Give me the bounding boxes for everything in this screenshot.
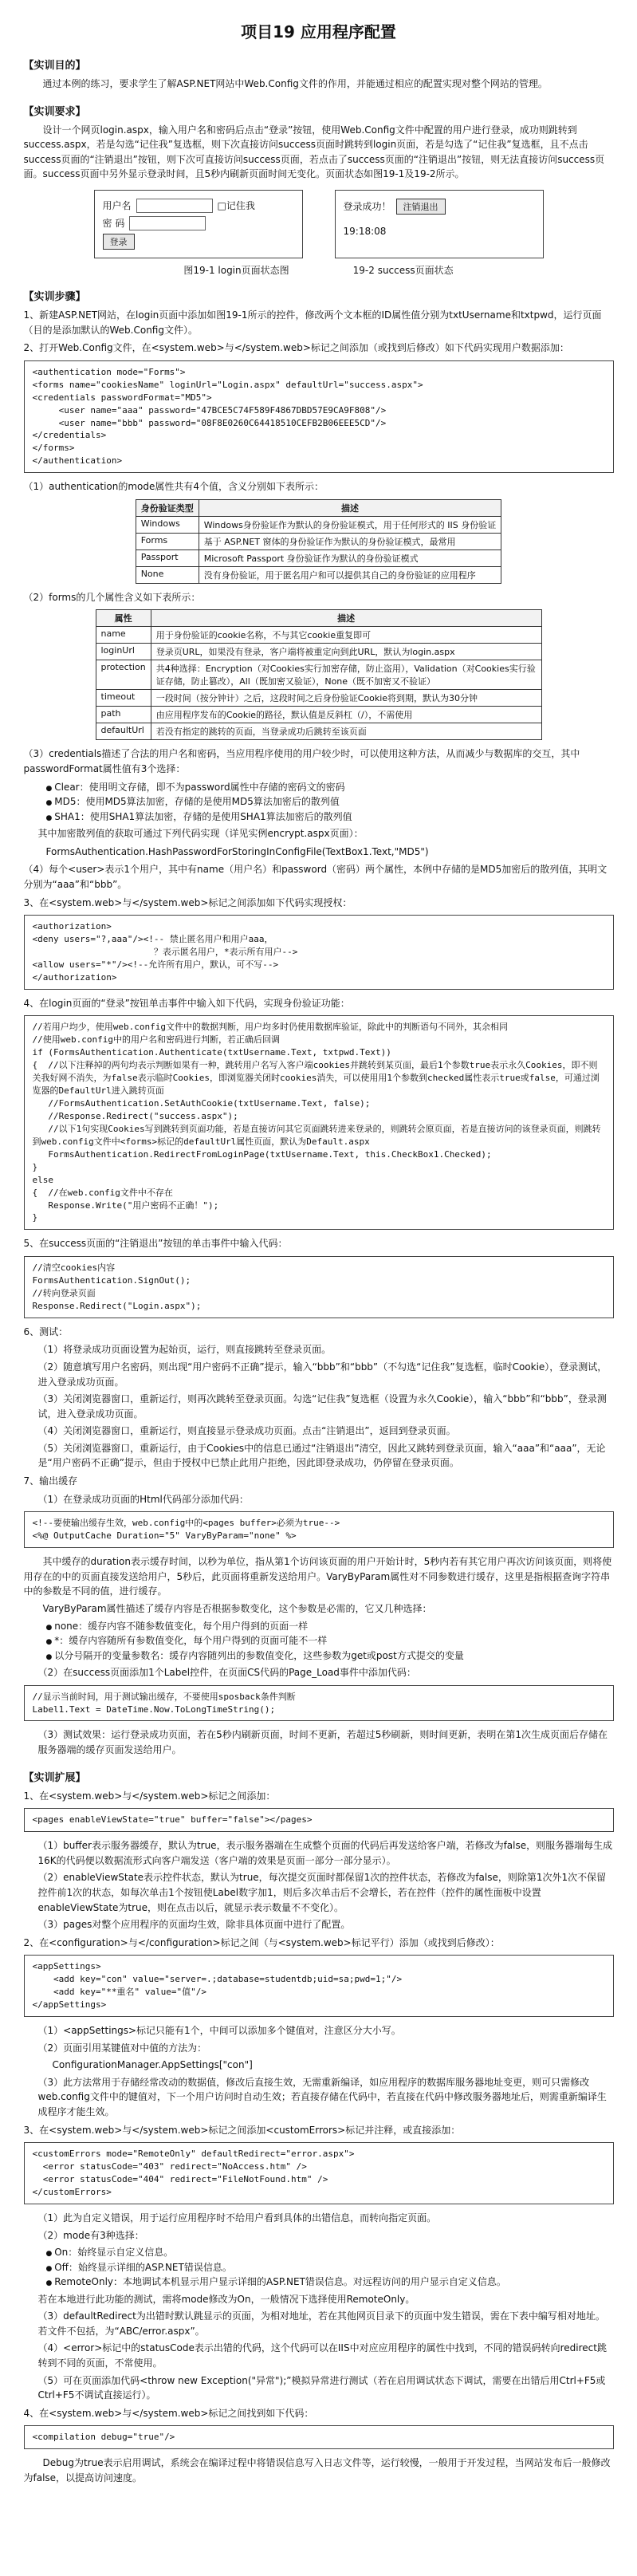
table-header: 描述 <box>199 499 501 516</box>
table-cell: defaultUrl <box>96 723 151 740</box>
ext-3-item: （1）此为自定义错误，用于运行应用程序时不给用户看到具体的出错信息，而转向指定页面。 <box>37 2212 437 2223</box>
mode-options-list <box>46 2245 614 2290</box>
step-1: 1、新建ASP.NET网站，在login页面中添加如图19-1所示的控件，修改两个文本框的ID属性值分别为txtUsername和txtpwd，运行页面（目的是添加默认的Web.Config文件）。 <box>23 309 602 336</box>
note-credentials: （3）credentials描述了合法的用户名和密码，当应用程序使用的用户较少时，可以使用这种方法，从而减少与数据库的交互，其中passwordFormat属性值有3个选择： <box>23 748 580 775</box>
ext-2-item: （3）此方法常用于存储经常改动的数据值，修改后直接生效，无需重新编译，如应用程序的数据库服务器地址变更，则可只需修改web.config文件中的键值对，下一个用户访问时自动生效；若直接存储在代码中，若直接在代码中修改服务器地址后，则需重新编译生成程序才能生效。 <box>37 2076 607 2118</box>
code-compilation: <compilation debug="true"/> <box>24 2425 614 2449</box>
note-varybyparam: VaryByParam属性描述了缓存内容是否根据参数变化，这个参数是必需的，它又几种选择： <box>42 1602 432 1614</box>
code-login-handler: //若用户均少，使用web.config文件中的数据判断，用户均多时仍使用数据库验证，除此中的判断语句不同外，其余相同 //使用web.config中的用户名和密码进行判断，若正确后回调 if (FormsAuthentication.Authenticate(txtUsername.Text, txtpwd.Text)) { //以下注释掉的两句均表示判断如果有一种，跳转用户名写入客户端cookies并跳转到某页面，最后1个参数true表示永久Cookies，即不则关我好网不消失，为false表示临时Cookies，即浏览器关闭时cookies消失，可以使用用1个参数到checked属性表示true或false，可通过浏览器的DefaultUrl进入跳转页面 //FormsAuthentication.SetAuthCookie(txtUsername.Text, false); //Response.Redirect("success.aspx"); //以下1句实现Cookies写到跳转到页面功能，若是直接访问其它页面跳转进来登录的，则跳转会原页面，若是直接访问的该登录页面，则跳转到web.config文件中<forms>标记的defaultUrl属性页面，默认为Default.aspx FormsAuthentication.RedirectFromLoginPage(txtUsername.Text, this.CheckBox1.Checked); } else { //在web.config文件中不存在 Response.Write("用户密码不正确！"); } <box>24 1015 614 1230</box>
test-item: （1）将登录成功页面设置为起始页，运行，则直接跳转至登录页面。 <box>37 1344 332 1356</box>
note-forms-attrs: （2）forms的几个属性含义如下表所示： <box>23 591 201 603</box>
table-cell: 共4种选择：Encryption（对Cookies实行加密存储，防止盗用），Validation（对Cookies实行验证存储，防止篡改），All（既加密又验证），None（既不加密又不验证） <box>151 660 541 690</box>
ext-2-item: （2）页面引用某键值对中值的方法为： <box>37 2042 207 2054</box>
login-figure <box>94 190 303 258</box>
note-cache-3: （3）测试效果：运行登录成功页面，若在5秒内刷新页面，时间不更新，若超过5秒刷新，则时间更新，表明在第1次生成页面后存储在服务器端的缓存页面发送给用户。 <box>37 1729 608 1756</box>
step-2: 2、打开Web.Config文件，在<system.web>与</system.web>标记之间添加（或找到后修改）如下代码实现用户数据添加： <box>23 342 569 354</box>
list-item: ● Clear：使用明文存储，即不为password属性中存储的密码文的密码 <box>46 780 614 795</box>
figure-row <box>24 190 614 258</box>
test-item: （3）关闭浏览器窗口，重新运行，则再次跳转至登录页面。勾选“记住我”复选框（设置为永久Cookie），输入“bbb”和“bbb”，登录测试，进入登录成功页面。 <box>37 1393 607 1420</box>
table-cell: Passport <box>136 549 199 566</box>
list-item: ● 以分号隔开的变量参数名：缓存内容随列出的参数值变化，这些参数为get或post方式提交的变量 <box>46 1648 614 1664</box>
test-item: （2）随意填写用户名密码，则出现“用户密码不正确”提示，输入“bbb”和“bbb”（不勾选“记住我”复选框，临时Cookie），登录测试，进入登录成功页面。 <box>37 1361 608 1388</box>
section-steps-heading: 【实训步骤】 <box>23 290 86 303</box>
table-header: 属性 <box>96 610 151 627</box>
list-item: ● none：缓存内容不随参数值变化，每个用户得到的页面一样 <box>46 1619 614 1634</box>
section-requirements-text: 设计一个网页login.aspx，输入用户名和密码后点击“登录”按钮，使用Web.Config文件中配置的用户进行登录，成功则跳转到success.aspx，若是勾选“记住我”复选框，则下次直接访问success页面时跳转到login页面，若是勾选了“记住我”复选框，且不点击success页面的“注销退出”按钮，则下次可直接访问success页面，若点击了success页面的“注销退出”按钮，则无法直接访问success页面。success页面中另外显示登录时间，且5秒内刷新页面时间无变化。页面状态如图19-1及19-2所示。 <box>23 124 605 180</box>
table-cell: 由应用程序发布的Cookie的路径，默认值是反斜杠（/），不需使用 <box>151 707 541 723</box>
code-customerrors: <customErrors mode="RemoteOnly" defaultRedirect="error.aspx"> <error statusCode="403" redirect="NoAccess.htm" /> <error statusCode="404" redirect="FileNotFound.htm" /> </customErrors> <box>24 2142 614 2204</box>
list-item: ● MD5：使用MD5算法加密，存储的是使用MD5算法加密后的散列值 <box>46 794 614 809</box>
table-cell: loginUrl <box>96 644 151 660</box>
ext-2-item: （1）<appSettings>标记只能有1个，中间可以添加多个键值对，注意区分大小写。 <box>37 2025 401 2037</box>
figure-caption-1: 图19-1 login页面状态图 <box>183 264 289 276</box>
section-requirements-heading: 【实训要求】 <box>23 105 86 118</box>
table-cell: 用于身份验证的cookie名称，不与其它cookie重复即可 <box>151 627 541 644</box>
ext-1: 1、在<system.web>与</system.web>标记之间添加： <box>23 1790 276 1802</box>
username-label: 用户名 <box>102 200 132 212</box>
auth-mode-table <box>136 499 502 584</box>
ext-3-item: （3）defaultRedirect为出错时默认跳显示的页面，为相对地址，若在其他网页目录下的页面中发生错误，需在下表中编写相对地址。若文件不包括，为“ABC/error.aspx”。 <box>37 2310 605 2337</box>
document-page <box>16 0 622 2496</box>
step-7: 7、输出缓存 <box>23 1475 78 1487</box>
login-time: 19:18:08 <box>343 225 387 237</box>
table-cell: 基于 ASP.NET 窗体的身份验证作为默认的身份验证模式，最常用 <box>199 533 501 549</box>
table-cell: None <box>136 566 199 583</box>
list-item: ● SHA1：使用SHA1算法加密，存储的是使用SHA1算法加密后的散列值 <box>46 809 614 825</box>
success-figure <box>335 190 544 258</box>
credentials-list <box>46 780 614 825</box>
ext-1-item: （1）buffer表示服务器缓存，默认为true，表示服务器端在生成整个页面的代码后再发送给客户端，若修改为false，则服务器端每生成16K的代码便以数据流形式向客户端发送（客户端的效果是页面一部分一部分显示）。 <box>37 1840 613 1866</box>
list-item: ● On：始终显示自定义信息。 <box>46 2245 614 2260</box>
table-cell: Microsoft Passport 身份验证作为默认的身份验证模式 <box>199 549 501 566</box>
ext-3-item: （5）可在页面添加代码<throw new Exception("异常");”模拟异常进行测试（若在启用调试状态下调试，需要在出错后用Ctrl+F5或Ctrl+F5不调试直接运行）。 <box>37 2374 606 2401</box>
table-cell: name <box>96 627 151 644</box>
ext-2: 2、在<configuration>与</configuration>标记之间（与<system.web>标记平行）添加（或找到后修改）： <box>23 1936 500 1948</box>
table-cell: 没有身份验证，用于匿名用户和可以提供其自己的身份验证的应用程序 <box>199 566 501 583</box>
table-header: 身份验证类型 <box>136 499 199 516</box>
step-5: 5、在success页面的“注销退出”按钮的单击事件中输入代码： <box>23 1238 288 1250</box>
logout-button[interactable]: 注销退出 <box>396 199 446 215</box>
code-pages: <pages enableViewState="true" buffer="false"></pages> <box>24 1808 614 1832</box>
ext-3-item: 若在本地进行此功能的测试，需将mode修改为On，一般情况下选择使用RemoteOnly。 <box>37 2293 415 2305</box>
step-6: 6、测试： <box>23 1325 69 1337</box>
table-header: 描述 <box>151 610 541 627</box>
figure-captions <box>24 263 614 277</box>
login-button[interactable]: 登录 <box>103 234 135 250</box>
section-purpose-text: 通过本例的练习，要求学生了解ASP.NET网站中Web.Config文件的作用，并能通过相应的配置实现对整个网站的管理。 <box>42 78 548 89</box>
code-authorization: <authorization> <deny users="?,aaa"/><!-- 禁止匿名用户和用户aaa， ？表示匿名用户，*表示所有用户--> <allow users="*"/><!--允许所有用户，默认，可不写--> </authorization> <box>24 915 614 990</box>
table-cell: 一段时间（按分钟计）之后，这段时间之后身份验证Cookie将到期，默认为30分钟 <box>151 690 541 707</box>
ext-2-item: ConfigurationManager.AppSettings["con"] <box>52 2059 253 2071</box>
ext-4: 4、在<system.web>与</system.web>标记之间找到如下代码： <box>23 2407 314 2419</box>
table-cell: 登录页URL，如果没有登录，客户端将被重定向到此URL，默认为login.aspx <box>151 644 541 660</box>
code-logout-handler: //清空cookies内容 FormsAuthentication.SignOut(); //转向登录页面 Response.Redirect("Login.aspx"); <box>24 1256 614 1318</box>
section-purpose-heading: 【实训目的】 <box>23 60 86 72</box>
note-auth-mode: （1）authentication的mode属性共有4个值，含义分别如下表所示： <box>23 481 324 493</box>
step-4: 4、在login页面的“登录”按钮单击事件中输入如下代码，实现身份验证功能： <box>23 997 350 1009</box>
code-hash: FormsAuthentication.HashPasswordForStoringInConfigFile(TextBox1.Text,"MD5") <box>45 845 429 857</box>
ext-1-item: （2）enableViewState表示控件状态，默认为true，每次提交页面时都保留1次的控件状态，若修改为false，则除第1次外1次不保留控件前1次的状态，如每次单击1个按钮使Label数字加1，则后多次单击后不会增长，若在控件（控件的属性面板中设置enableViewState为true，则在点击以后，就显示表示数量不不变化）。 <box>37 1872 607 1913</box>
ext-3-item: （4）<error>标记中的statusCode表示出错的代码，这个代码可以在IIS中对应应用程序的属性中找到，不同的错误码转向redirect跳转到不同的页面，不常使用。 <box>37 2342 607 2369</box>
table-cell: Windows <box>136 516 199 533</box>
step-3: 3、在<system.web>与</system.web>标记之间添加如下代码实现授权： <box>23 896 352 908</box>
ext-3: 3、在<system.web>与</system.web>标记之间添加<customErrors>标记并注释，或直接添加： <box>23 2124 461 2136</box>
figure-caption-2: 19-2 success页面状态 <box>352 264 454 276</box>
table-cell: path <box>96 707 151 723</box>
ext-4-text: Debug为true表示启用调试，系统会在编译过程中将错误信息写入日志文件等，运行较慢，一般用于开发过程，当网站发布后一般修改为false，以提高访问速度。 <box>23 2457 611 2483</box>
code-output-cache: <!--要使输出缓存生效，web.config中的<pages buffer>必须为true--> <%@ OutputCache Duration="5" VaryByParam="none" %> <box>24 1511 614 1548</box>
table-cell: Forms <box>136 533 199 549</box>
note-cache-duration: 其中缓存的duration表示缓存时间，以秒为单位，指从第1个访问该页面的用户开始计时，5秒内若有其它用户再次访问该页面，则将使用存在的中的页面直接发送给用户，5秒后，此页面将重新发送给用户。VaryByParam属性对不同参数进行缓存，这里是指根据查询字符串中的参数是不同的值，进行缓存。 <box>23 1556 612 1597</box>
table-cell: protection <box>96 660 151 690</box>
section-extension-heading: 【实训扩展】 <box>23 1771 86 1784</box>
table-cell: Windows身份验证作为默认的身份验证模式，用于任何形式的 IIS 身份验证 <box>199 516 501 533</box>
table-cell: 若没有指定的跳转的页面，当登录成功后跳转至该页面 <box>151 723 541 740</box>
test-item: （4）关闭浏览器窗口，重新运行，则直接显示登录成功页面。点击“注销退出”，返回到登录页面。 <box>37 1425 456 1437</box>
cache-options-list <box>46 1619 614 1664</box>
remember-checkbox[interactable]: □记住我 <box>217 200 255 212</box>
username-input[interactable] <box>136 199 213 213</box>
code-appsettings: <appSettings> <add key="con" value="server=.;database=studentdb;uid=sa;pwd=1;"/> <add key="**重名" value="值"/> </appSettings> <box>24 1955 614 2017</box>
list-item: ● RemoteOnly：本地调试本机显示用户显示详细的ASP.NET错误信息。对远程访问的用户显示自定义信息。 <box>46 2275 614 2290</box>
success-label: 登录成功！ <box>343 201 391 213</box>
ext-3-item: （2）mode有3种选择： <box>37 2229 144 2241</box>
note-user: （4）每个<user>表示1个用户，其中有name（用户名）和password（密码）两个属性，本例中存储的是MD5加密后的散列值，其明文分别为“aaa”和“bbb”。 <box>23 864 608 890</box>
password-input[interactable] <box>129 216 206 230</box>
note-cache-1: （1）在登录成功页面的Html代码部分添加代码： <box>37 1493 249 1505</box>
note-cache-2: （2）在success页面添加1个Label控件，在页面CS代码的Page_Load事件中添加代码： <box>37 1667 416 1678</box>
password-label: 密 码 <box>102 218 125 230</box>
page-title: 项目19 应用程序配置 <box>241 22 396 41</box>
table-cell: timeout <box>96 690 151 707</box>
list-item: ● *：缓存内容随所有参数值变化，每个用户得到的页面可能不一样 <box>46 1633 614 1648</box>
code-authentication: <authentication mode="Forms"> <forms name="cookiesName" loginUrl="Login.aspx" defaultUrl="success.aspx"> <credentials passwordFormat="MD5"> <user name="aaa" password="47BCE5C74F589F4867DBD57E9CA9F808"/> <user name="bbb" password="08F8E0260C64418510CEFB2B06EEE5CD"/> </credentials> </forms> </authentication> <box>24 360 614 474</box>
test-item: （5）关闭浏览器窗口，重新运行，由于Cookies中的信息已通过“注销退出”清空，因此又跳转到登录页面，输入“aaa”和“aaa”，无论是“用户密码不正确”提示，但由于授权中已禁止此用户拒绝，因此即登录成功，仍停留在登录页面。 <box>37 1442 606 1469</box>
forms-attr-table <box>96 609 542 740</box>
list-item: ● Off：始终显示详细的ASP.NET错误信息。 <box>46 2260 614 2275</box>
note-hash: 其中加密散列值的获取可通过下列代码实现（详见实例encrypt.aspx页面）： <box>37 828 364 840</box>
code-page-load: //显示当前时间，用于测试输出缓存，不要使用sposback条件判断 Label1.Text = DateTime.Now.ToLongTimeString(); <box>24 1685 614 1722</box>
ext-1-item: （3）pages对整个应用程序的页面均生效，除非具体页面中进行了配置。 <box>37 1919 351 1931</box>
